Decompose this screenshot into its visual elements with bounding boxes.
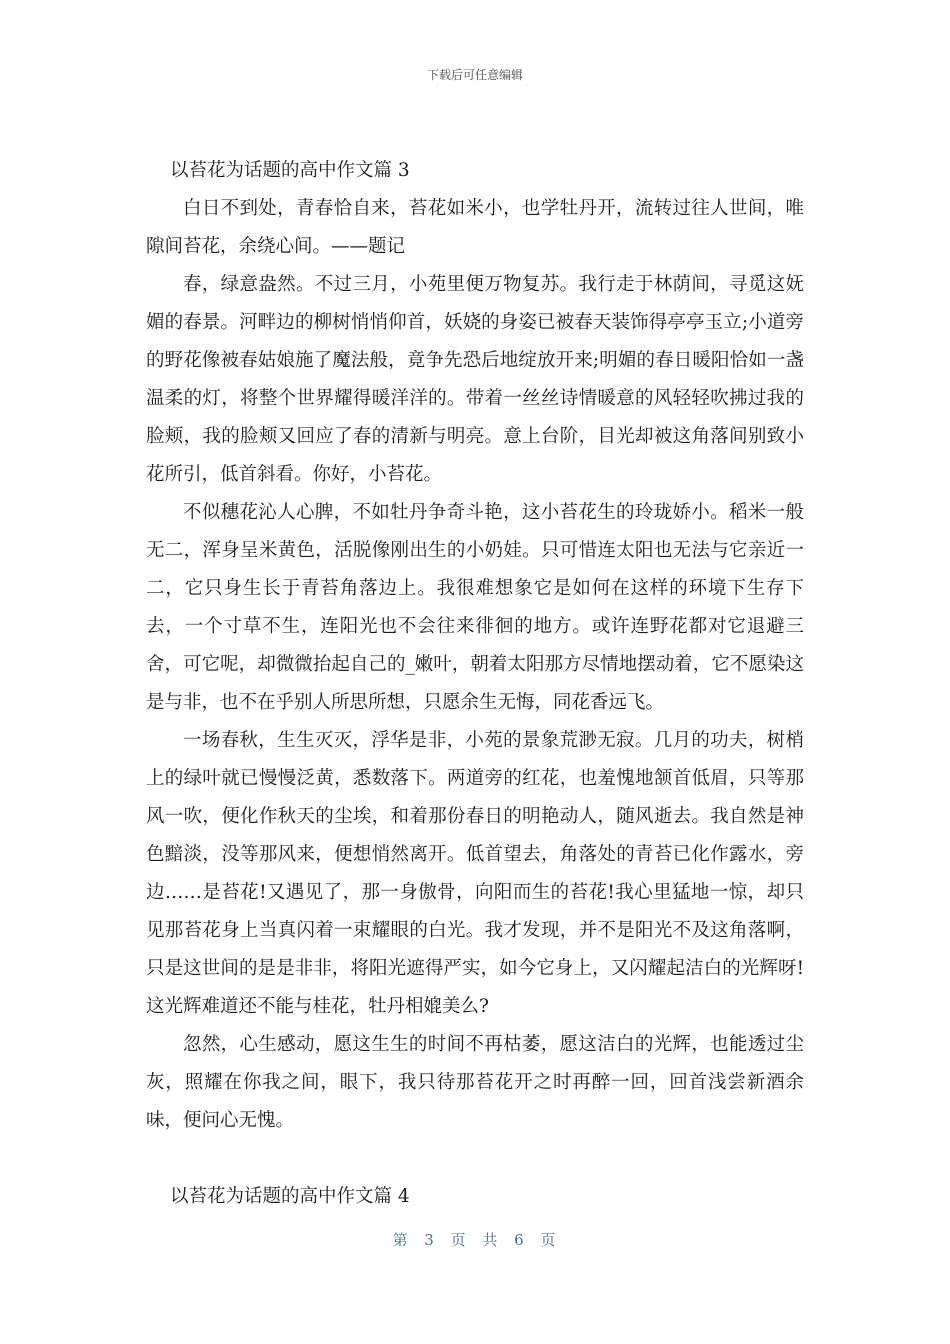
section-spacer <box>146 1140 804 1178</box>
paragraph-epigraph: 白日不到处，青春恰自来，苔花如米小，也学牡丹开，流转过往人世间，唯隙间苔花，余绕心间。——题记 <box>146 198 804 257</box>
paragraph-3: 一场春秋，生生灭灭，浮华是非，小苑的景象荒渺无寂。几月的功夫，树梢上的绿叶就已慢慢泛黄，悉数落下。两道旁的红花，也羞愧地颔首低眉，只等那风一吹，便化作秋天的尘埃，和着那份春日的明艳动人，随风逝去。我自然是神色黯淡，没等那风来，便想悄然离开。低首望去，角落处的青苔已化作露水，旁边……是苔花!又遇见了，那一身傲骨，向阳而生的苔花!我心里猛地一惊，却只见那苔花身上当真闪着一束耀眼的白光。我才发现，并不是阳光不及这角落啊，只是这世间的是是非非，将阳光遮得严实，如今它身上，又闪耀起洁白的光辉呀!这光辉难道还不能与桂花，牡丹相媲美么? <box>146 730 804 1017</box>
document-body <box>146 152 804 1216</box>
paragraph-4: 忽然，心生感动，愿这生生的时间不再枯萎，愿这洁白的光辉，也能透过尘灰，照耀在你我之间，眼下，我只待那苔花开之时再醉一回，回首浅尝新酒余味，便问心无愧。 <box>146 1034 804 1131</box>
paragraph-1: 春，绿意盎然。不过三月，小苑里便万物复苏。我行走于林荫间，寻觅这妩媚的春景。河畔边的柳树悄悄仰首，妖娆的身姿已被春天装饰得亭亭玉立;小道旁的野花像被春姑娘施了魔法般，竟争先恐后地绽放开来;明媚的春日暖阳恰如一盏温柔的灯，将整个世界耀得暖洋洋的。带着一丝丝诗情暖意的风轻轻吹拂过我的脸颊，我的脸颊又回应了春的清新与明亮。意上台阶，目光却被这角落间别致小花所引，低首斜看。你好，小苔花。 <box>146 274 804 485</box>
essay-title-3: 以苔花为话题的高中作文篇 3 <box>170 160 410 181</box>
page-header: 下载后可任意编辑 <box>426 68 523 82</box>
page-footer: 第 3 页 共 6 页 <box>392 1231 558 1249</box>
essay-title-4: 以苔花为话题的高中作文篇 4 <box>170 1186 410 1207</box>
paragraph-2: 不似穗花沁人心脾，不如牡丹争奇斗艳，这小苔花生的玲珑娇小。稻米一般无二，浑身呈米黄色，活脱像刚出生的小奶娃。只可惜连太阳也无法与它亲近一二，它只身生长于青苔角落边上。我很难想象它是如何在这样的环境下生存下去，一个寸草不生，连阳光也不会往来徘徊的地方。或许连野花都对它退避三舍，可它呢，却微微抬起自己的_嫩叶，朝着太阳那方尽情地摆动着，它不愿染这是与非，也不在乎别人所思所想，只愿余生无悔，同花香远飞。 <box>146 502 804 713</box>
